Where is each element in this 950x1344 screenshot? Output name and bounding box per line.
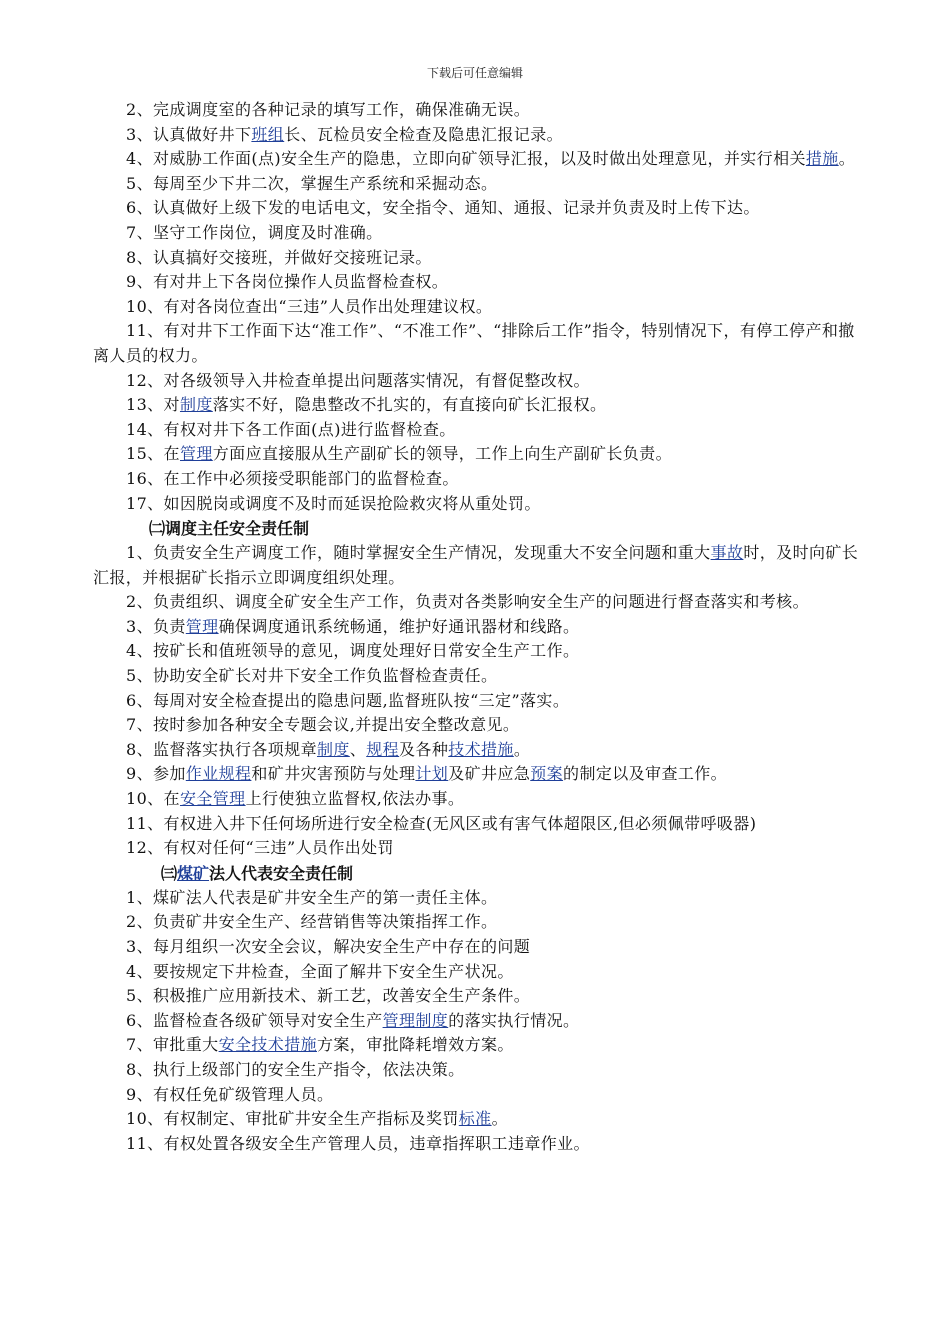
text-run: 上行使独立监督权,依法办事。 [245,789,465,809]
hyperlink[interactable]: 作业规程 [185,764,252,784]
paragraph [93,541,861,590]
paragraph [93,910,861,935]
text-run: 7、按时参加各种安全专题会议,并提出安全整改意见。 [126,715,520,735]
hyperlink[interactable]: 规程 [366,739,400,759]
paragraph [93,147,861,172]
hyperlink[interactable]: 管理 [179,444,213,464]
text-run: 2、负责矿井安全生产、经营销售等决策指挥工作。 [126,912,498,932]
hyperlink[interactable]: 管理 [185,616,219,636]
hyperlink[interactable]: 制度 [316,739,350,759]
paragraph [93,221,861,246]
document-body [93,98,861,1156]
hyperlink[interactable]: 措施 [805,149,839,169]
paragraph [93,393,861,418]
text-run: 11、有权进入井下任何场所进行安全检查(无风区或有害气体超限区,但必须佩带呼吸器) [126,813,757,833]
text-run: 2、负责组织、调度全矿安全生产工作，负责对各类影响安全生产的问题进行督查落实和考核。 [126,592,809,612]
text-run: 长、瓦检员安全检查及隐患汇报记录。 [284,124,564,144]
paragraph [93,664,861,689]
text-run: 3、每月组织一次安全会议，解决安全生产中存在的问题 [126,937,531,956]
text-run: 3、负责 [126,616,186,636]
paragraph [93,713,861,738]
text-run: 确保调度通讯系统畅通，维护好通讯器材和线路。 [218,616,580,636]
text-run: 2、完成调度室的各种记录的填写工作，确保准确无误。 [126,100,531,119]
text-run: 8、认真搞好交接班，并做好交接班记录。 [126,247,432,267]
paragraph [93,418,861,443]
text-run: 5、积极推广应用新技术、新工艺，改善安全生产条件。 [126,986,531,1006]
text-run: 、 [349,739,367,759]
paragraph [93,886,861,911]
text-run: 的落实执行情况。 [448,1010,580,1030]
hyperlink[interactable]: 安全管理 [179,789,246,809]
paragraph [93,738,861,763]
paragraph [93,1058,861,1083]
text-run: 6、每周对安全检查提出的隐患问题,监督班队按“三定”落实。 [126,690,570,710]
text-run: 1、负责安全生产调度工作，随时掌握安全生产情况，发现重大不安全问题和重大 [126,543,711,563]
hyperlink[interactable]: 预案 [530,764,564,784]
paragraph [93,787,861,812]
paragraph [93,123,861,148]
text-run: 3、认真做好井下 [126,124,252,144]
paragraph [93,246,861,271]
text-run: ㈡调度主任安全责任制 [149,519,310,539]
paragraph [93,467,861,492]
hyperlink[interactable]: 制度 [179,395,213,415]
paragraph [93,590,861,615]
paragraph [93,1033,861,1058]
hyperlink[interactable]: 计划 [415,764,449,784]
text-run: 6、监督检查各级矿领导对安全生产 [126,1010,383,1030]
text-run: 13、对 [126,395,180,415]
text-run: 8、监督落实执行各项规章 [126,739,317,759]
text-run: 。 [513,739,531,759]
paragraph [93,1009,861,1034]
paragraph [93,369,861,394]
text-run: 7、审批重大 [126,1035,219,1055]
text-run: 9、有对井上下各岗位操作人员监督检查权。 [126,272,449,292]
text-run: 5、每周至少下井二次，掌握生产系统和采掘动态。 [126,173,498,193]
section-heading [93,861,861,886]
paragraph [93,984,861,1009]
paragraph [93,762,861,787]
text-run: 5、协助安全矿长对井下安全工作负监督检查责任。 [126,666,498,686]
hyperlink[interactable]: 技术措施 [448,739,514,759]
paragraph [93,295,861,320]
text-run: 方面应直接服从生产副矿长的领导，工作上向生产副矿长负责。 [212,444,672,464]
text-run: 12、对各级领导入井检查单提出问题落实情况，有督促整改权。 [126,370,590,390]
paragraph [93,172,861,197]
text-run: 及矿井应急 [448,764,531,784]
paragraph [93,1083,861,1108]
hyperlink[interactable]: 煤矿 [177,863,210,883]
text-run: 6、认真做好上级下发的电话电文，安全指令、通知、通报、记录并负责及时上传下达。 [126,198,760,218]
text-run: 4、按矿长和值班领导的意见，调度处理好日常安全生产工作。 [126,641,580,661]
paragraph [93,196,861,221]
text-run: 12、有权对任何“三违”人员作出处罚 [126,838,394,858]
paragraph [93,1132,861,1157]
text-run: 11、有对井下工作面下达“准工作”、“不准工作”、“排除后工作”指令，特别情况下，有停工停产和撤离人员的权力。 [93,321,855,365]
text-run: 和矿井灾害预防与处理 [251,764,416,784]
page-header: 下载后可任意编辑 [426,66,523,80]
text-run: 11、有权处置各级安全生产管理人员，违章指挥职工违章作业。 [126,1133,590,1153]
paragraph [93,442,861,467]
hyperlink[interactable]: 标准 [458,1109,492,1129]
paragraph [93,492,861,517]
paragraph [93,836,861,861]
text-run: 。 [838,149,856,169]
paragraph [93,319,861,368]
text-run: 法人代表安全责任制 [209,863,354,883]
paragraph [93,98,861,123]
hyperlink[interactable]: 事故 [710,543,744,563]
text-run: 。 [491,1109,508,1129]
text-run: 16、在工作中必须接受职能部门的监督检查。 [126,468,459,488]
text-run: 10、在 [126,789,180,809]
text-run: 14、有权对井下各工作面(点)进行监督检查。 [126,419,456,439]
paragraph [93,270,861,295]
text-run: 方案，审批降耗增效方案。 [317,1035,514,1055]
text-run: 1、煤矿法人代表是矿井安全生产的第一责任主体。 [126,887,498,907]
paragraph [93,960,861,985]
text-run: 时，及时向矿长汇报，并根据矿长指示立即调度组织处理。 [93,543,859,587]
text-run: 9、参加 [126,764,186,784]
paragraph [93,1107,861,1132]
paragraph [93,689,861,714]
section-heading [93,516,861,541]
paragraph [93,639,861,664]
text-run: 17、如因脱岗或调度不及时而延误抢险救灾将从重处罚。 [126,493,541,513]
paragraph [93,935,861,960]
text-run: 7、坚守工作岗位，调度及时准确。 [126,222,383,242]
text-run: 4、要按规定下井检查，全面了解井下安全生产状况。 [126,961,514,981]
text-run: 落实不好，隐患整改不扎实的，有直接向矿长汇报权。 [212,395,607,415]
hyperlink[interactable]: 管理制度 [382,1010,449,1030]
paragraph [93,615,861,640]
hyperlink[interactable]: 安全技术措施 [218,1035,317,1055]
text-run: 9、有权任免矿级管理人员。 [126,1084,334,1104]
paragraph [93,812,861,837]
text-run: 10、有权制定、审批矿井安全生产指标及奖罚 [126,1109,459,1129]
text-run: 8、执行上级部门的安全生产指令，依法决策。 [126,1059,465,1079]
hyperlink[interactable]: 班组 [251,124,285,144]
text-run: 10、有对各岗位查出“三违”人员作出处理建议权。 [126,296,493,316]
text-run: 的制定以及审查工作。 [563,764,728,784]
text-run: 4、对威胁工作面(点)安全生产的隐患，立即向矿领导汇报，以及时做出处理意见，并实行相关 [126,149,806,169]
text-run: 及各种 [399,739,449,759]
text-run: 15、在 [126,444,180,464]
text-run: ㈢ [161,863,178,883]
